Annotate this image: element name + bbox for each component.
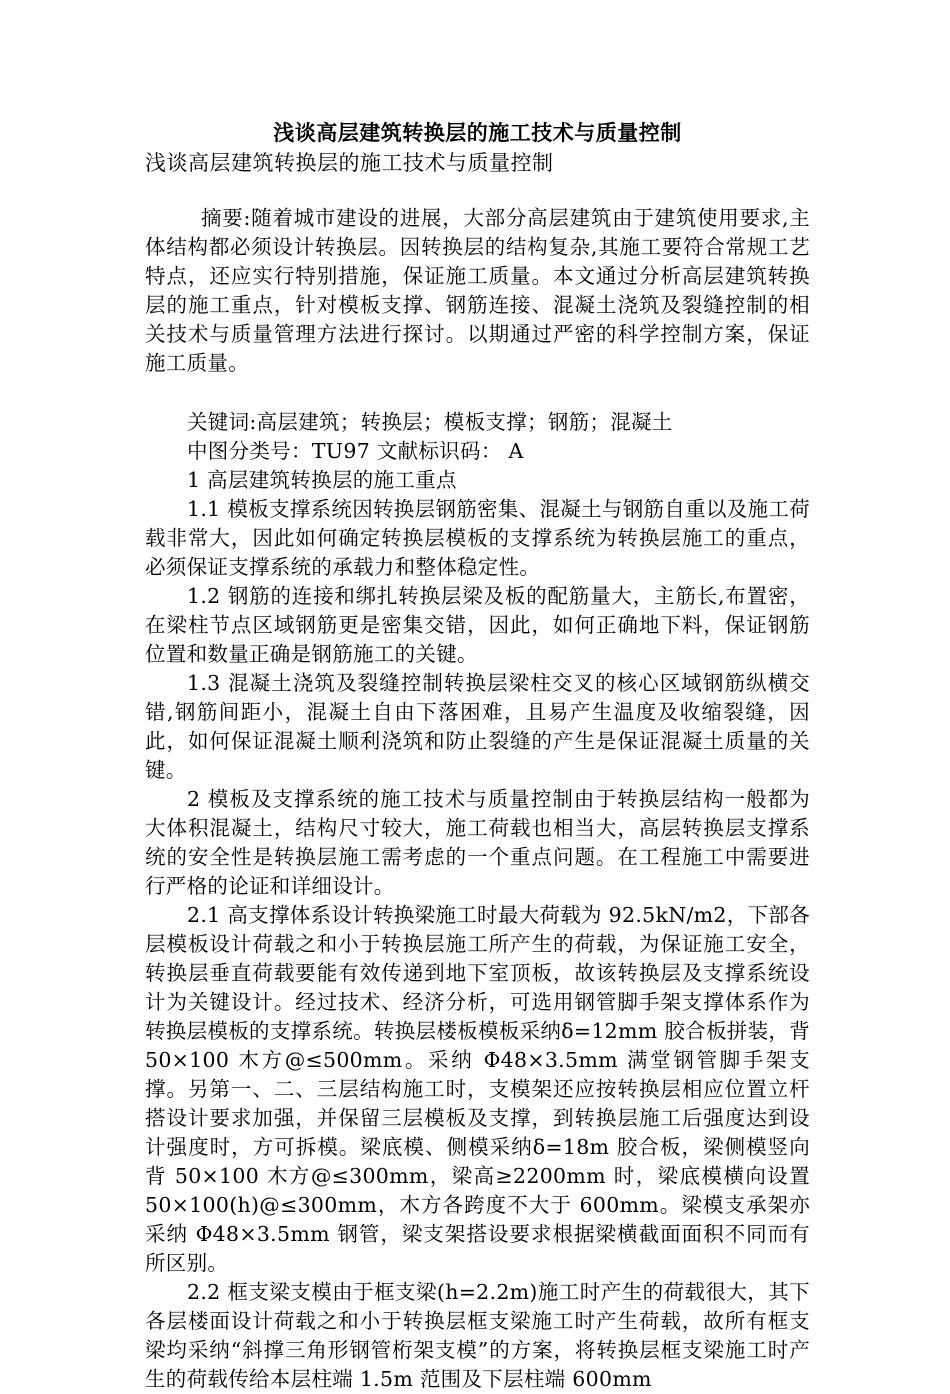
body-paragraph-1-3: 1.3 混凝土浇筑及裂缝控制转换层梁柱交叉的核心区域钢筋纵横交错,钢筋间距小，混凝土自由下落困难，且易产生温度及收缩裂缝，因此，如何保证混凝土顺利浇筑和防止裂缝的产生是保证混凝土质量的关键。 bbox=[145, 671, 810, 782]
body-paragraph-2-2: 2.2 框支梁支模由于框支梁(h=2.2m)施工时产生的荷载很大，其下各层楼面设计荷载之和小于转换层框支梁施工时产生荷载，故所有框支梁均采纳“斜撑三角形钢管桁架支模”的方案，将转换层框支梁施工时产生的荷载传给本层柱端 1.5m 范围及下层柱端 600mm bbox=[145, 1280, 810, 1391]
document-page bbox=[145, 118, 810, 1394]
body-paragraph-2: 2 模板及支撑系统的施工技术与质量控制由于转换层结构一般都为大体积混凝土，结构尺寸较大，施工荷载也相当大，高层转换层支撑系统的安全性是转换层施工需考虑的一个重点问题。在工程施工中需要进行严格的论证和详细设计。 bbox=[145, 787, 810, 898]
keywords-line: 关键词:高层建筑；转换层；模板支撑；钢筋；混凝土 bbox=[187, 410, 673, 434]
document-title: 浅谈高层建筑转换层的施工技术与质量控制 bbox=[273, 121, 682, 145]
classification-line: 中图分类号：TU97 文献标识码： A bbox=[187, 439, 524, 463]
body-paragraph-2-1: 2.1 高支撑体系设计转换梁施工时最大荷载为 92.5kN/m2，下部各层模板设计荷载之和小于转换层施工所产生的荷载，为保证施工安全，转换层垂直荷载要能有效传递到地下室顶板，故该转换层及支撑系统设计为关键设计。经过技术、经济分析，可选用钢管脚手架支撑体系作为转换层模板的支撑系统。转换层楼板模板采纳δ=12mm 胶合板拼装，背 50×100 木方@≤500mm。采纳 Φ48×3.5mm 满堂钢管脚手架支撑。另第一、二、三层结构施工时，支模架还应按转换层相应位置立杆搭设计要求加强，并保留三层模板及支撑，到转换层施工后强度达到设计强度时，方可拆模。梁底模、侧模采纳δ=18m 胶合板，梁侧模竖向背 50×100 木方@≤300mm，梁高≥2200mm 时，梁底模横向设置 50×100(h)@≤300mm，木方各跨度不大于 600mm。梁模支承架亦采纳 Φ48×3.5mm 钢管，梁支架搭设要求根据梁横截面面积不同而有所区别。 bbox=[145, 903, 810, 1275]
abstract-paragraph: 摘要:随着城市建设的进展，大部分高层建筑由于建筑使用要求,主体结构都必须设计转换层。因转换层的结构复杂,其施工要符合常规工艺特点，还应实行特别措施，保证施工质量。本文通过分析高层建筑转换层的施工重点，针对模板支撑、钢筋连接、混凝土浇筑及裂缝控制的相关技术与质量管理方法进行探讨。以期通过严密的科学控制方案，保证施工质量。 bbox=[145, 206, 810, 375]
body-paragraph-1-1: 1.1 模板支撑系统因转换层钢筋密集、混凝土与钢筋自重以及施工荷载非常大，因此如何确定转换层模板的支撑系统为转换层施工的重点，必须保证支撑系统的承载力和整体稳定性。 bbox=[145, 497, 810, 579]
body-paragraph-1-2: 1.2 钢筋的连接和绑扎转换层梁及板的配筋量大，主筋长,布置密，在梁柱节点区域钢筋更是密集交错，因此，如何正确地下料，保证钢筋位置和数量正确是钢筋施工的关键。 bbox=[145, 584, 810, 666]
section-heading-1: 1 高层建筑转换层的施工重点 bbox=[187, 468, 457, 492]
document-subtitle: 浅谈高层建筑转换层的施工技术与质量控制 bbox=[145, 151, 554, 175]
